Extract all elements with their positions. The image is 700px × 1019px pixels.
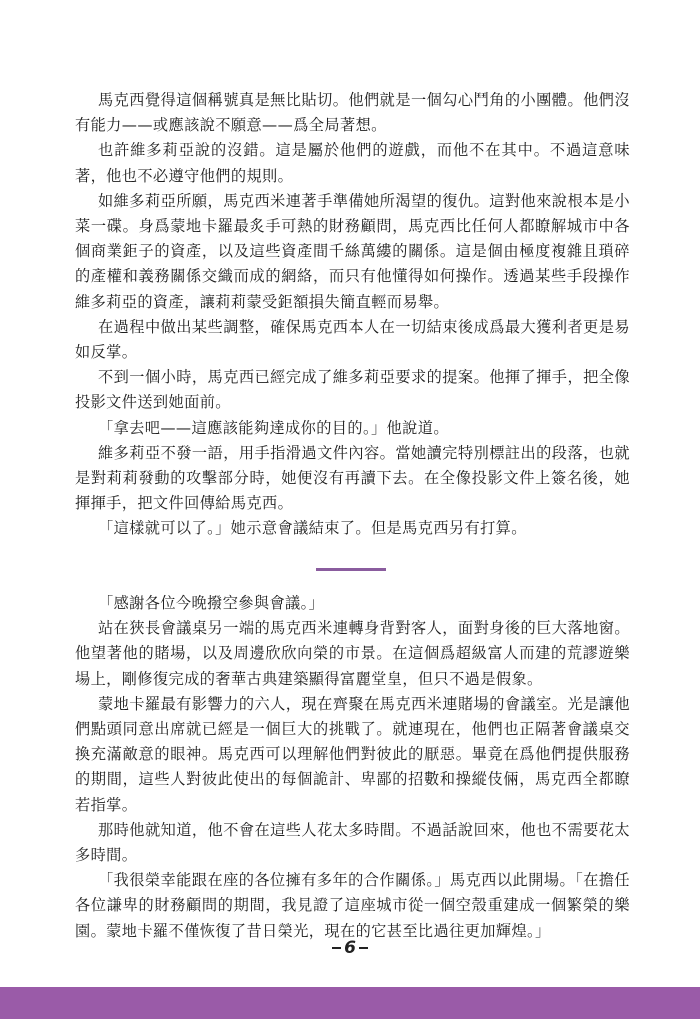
paragraph: 那時他就知道，他不會在這些人花太多時間。不過話說回來，他也不需要花太多時間。 <box>75 820 630 865</box>
text-section-two <box>75 591 630 944</box>
paragraph: 「感謝各位今晚撥空參與會議。」 <box>98 594 325 612</box>
page-number <box>0 938 700 958</box>
paragraph: 「拿去吧——這應該能夠達成你的目的。」他說道。 <box>98 418 449 437</box>
paragraph: 「我很榮幸能跟在座的各位擁有多年的合作關係。」馬克西以此開場。「在擔任各位謙卑的財務顧問的期間，我見證了這座城市從一個空殼重建成一個繁榮的樂園。蒙地卡羅不僅恢復了昔日榮光，現在的它甚至比過往更加輝煌。」 <box>75 871 630 940</box>
paragraph: 「這樣就可以了。」她示意會議結束了。但是馬克西另有打算。 <box>98 519 527 538</box>
page-number-dash-left <box>332 947 341 949</box>
page-number-value: 6 <box>344 938 356 958</box>
text-section-one <box>75 88 630 542</box>
paragraph: 也許維多莉亞說的沒錯。這是屬於他們的遊戲，而他不在其中。不過這意味著，他也不必遵守他們的規則。 <box>75 141 630 185</box>
paragraph: 不到一個小時，馬克西已經完成了維多莉亞要求的提案。他揮了揮手，把全像投影文件送到她面前。 <box>75 368 630 412</box>
paragraph: 維多莉亞不發一語，用手指滑過文件內容。當她讀完特別標註出的段落，也就是對莉莉發動的攻擊部分時，她便沒有再讀下去。在全像投影文件上簽名後，她揮揮手，把文件回傳給馬克西。 <box>75 443 630 513</box>
paragraph: 在過程中做出某些調整，確保馬克西本人在一切結束後成爲最大獲利者更是易如反掌。 <box>75 317 630 362</box>
paragraph: 馬克西覺得這個稱號真是無比貼切。他們就是一個勾心鬥角的小團體。他們沒有能力——或應該說不願意——爲全局著想。 <box>75 91 630 135</box>
paragraph: 如維多莉亞所願，馬克西米連著手準備她所渴望的復仇。這對他來說根本是小菜一碟。身爲蒙地卡羅最炙手可熱的財務顧問，馬克西比任何人都瞭解城市中各個商業鉅子的資產，以及這些資產間千絲萬縷的關係。這是個由極度複雜且瑣碎的產權和義務關係交織而成的網絡，而只有他懂得如何操作。透過某些手段操作維多莉亞的資產，讓莉莉蒙受鉅額損失簡直輕而易舉。 <box>75 191 630 311</box>
page-number-dash-right <box>359 947 368 949</box>
section-divider <box>316 568 386 571</box>
paragraph: 站在狹長會議桌另一端的馬克西米連轉身背對客人，面對身後的巨大落地窗。他望著他的賭場，以及周邊欣欣向榮的市景。在這個爲超級富人而建的荒謬遊樂場上，剛修復完成的奢華古典建築顯得富麗堂皇，但只不過是假象。 <box>75 619 630 688</box>
paragraph: 蒙地卡羅最有影響力的六人，現在齊聚在馬克西米連賭場的會議室。光是讓他們點頭同意出席就已經是一個巨大的挑戰了。就連現在，他們也正隔著會議桌交換充滿敵意的眼神。馬克西可以理解他們對彼此的厭惡。畢竟在爲他們提供服務的期間，這些人對彼此使出的每個詭計、卑鄙的招數和操縱伎倆，馬克西全都瞭若指掌。 <box>75 694 630 814</box>
footer-band <box>0 987 700 1019</box>
